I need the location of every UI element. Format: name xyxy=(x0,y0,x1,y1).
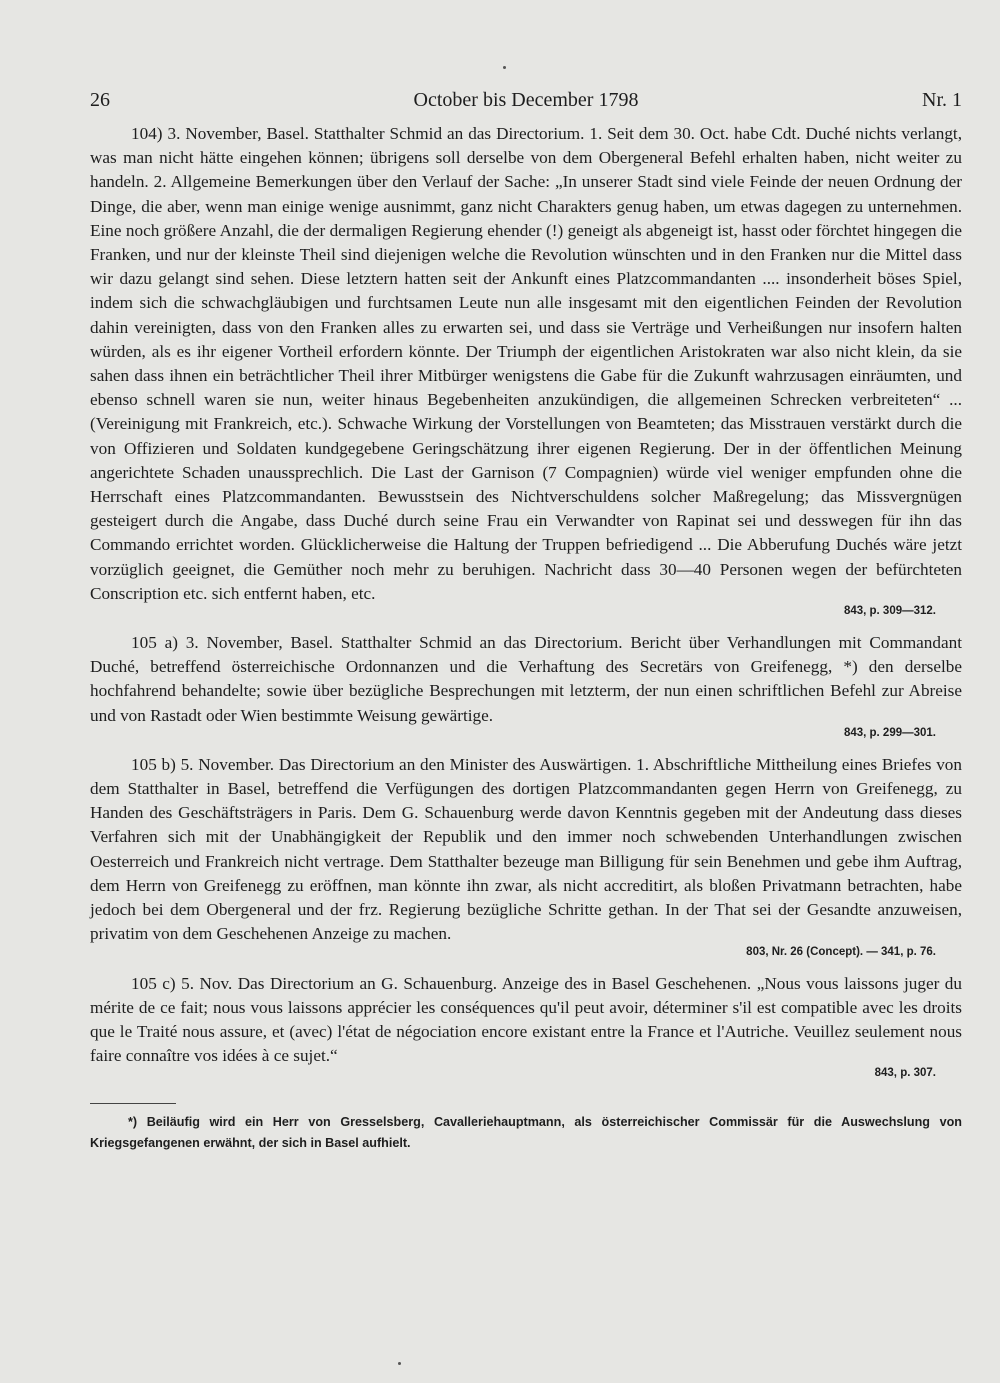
entry-104 xyxy=(90,122,962,619)
volume-number: Nr. 1 xyxy=(922,89,962,111)
entry-text: 105 a) 3. November, Basel. Statthalter Schmid an das Directorium. Bericht über Verhandlungen mit Commandant Duché, betreffend österreichische Ordonnanzen und die Verhaftung des Secretärs von Greifenegg, *) den derselbe hochfahrend behandelte; sowie über bezügliche Besprechungen mit letzterm, der nun einen schriftlichen Befehl zur Abreise und von Rastadt oder Wien bestimmte Weisung gewärtige. xyxy=(90,633,962,725)
paper-speck xyxy=(398,1362,401,1365)
running-header xyxy=(90,86,962,114)
entry-text: 105 c) 5. Nov. Das Directorium an G. Schauenburg. Anzeige des in Basel Geschehenen. „Nous vous laissons juger du mérite de ce fait; nous vous laissons apprécier les conséquences qu'il peut avoir, déterminer s'il est compatible avec les droits que le Traité nous assure, et (avec) l'état de négociation encore existant entre la France et l'Autriche. Veuillez seulement nous faire connaître vos idées à ce sujet.“ xyxy=(90,973,962,1066)
footnote-text: *) Beiläufig wird ein Herr von Gresselsberg, Cavalleriehauptmann, als österreichischer Commissär für die Auswechslung von Kriegsgefangenen erwähnt, der sich in Basel aufhielt. xyxy=(90,1115,962,1150)
entry-105c xyxy=(90,972,962,1082)
page-title: October bis December 1798 xyxy=(413,89,639,111)
main-text xyxy=(90,122,962,1093)
paper-speck xyxy=(503,66,506,69)
entry-105b xyxy=(90,753,962,960)
entry-citation: 803, Nr. 26 (Concept). — 341, p. 76. xyxy=(746,945,936,958)
entry-citation: 843, p. 307. xyxy=(874,1067,936,1080)
entry-105a xyxy=(90,631,962,741)
entry-citation: 843, p. 309—312. xyxy=(843,605,936,618)
entry-citation: 843, p. 299—301. xyxy=(843,726,936,739)
page-number: 26 xyxy=(90,89,110,111)
entry-text: 105 b) 5. November. Das Directorium an den Minister des Auswärtigen. 1. Abschriftliche Mittheilung eines Briefes von dem Statthalter in Basel, betreffend die Verfügungen des dortigen Platzcommandanten gegen Herrn von Greifenegg, zu Handen des Geschäftsträgers in Paris. Dem G. Schauenburg werde davon Kenntnis gegeben mit der Andeutung dass dieses Verfahren sich mit der Unabhängigkeit der Republik und den immer noch schwebenden Unterhandlungen zwischen Oesterreich und Frankreich nicht vertrage. Dem Statthalter bezeuge man Billigung für sein Benehmen und gebe ihm Auftrag, dem Herrn von Greifenegg zu eröffnen, man könnte ihn zwar, als nicht accreditirt, als bloßen Privatmann betrachten, habe jedoch bei dem Obergeneral und der frz. Regierung bezügliche Schritte gethan. In der That sei der Gesandte anzuweisen, privatim von dem Geschehenen Anzeige zu machen. xyxy=(90,754,962,944)
footnote xyxy=(90,1112,962,1154)
footnote-divider xyxy=(90,1103,176,1104)
entry-text: 104) 3. November, Basel. Statthalter Schmid an das Directorium. 1. Seit dem 30. Oct. habe Cdt. Duché nichts verlangt, was man nicht hätte eingehen können; übrigens soll derselbe von dem Obergeneral Befehl erhalten haben, nicht weiter zu handeln. 2. Allgemeine Bemerkungen über den Verlauf der Sache: „In unserer Stadt sind viele Feinde der neuen Ordnung der Dinge, die aber, wenn man einige wenige ausnimmt, ganz nicht Charakters genug haben, um etwas dagegen zu unternehmen. Eine noch größere Anzahl, die der dermaligen Regierung ehender (!) geneigt als abgeneigt ist, hasst oder förchtet hingegen die Franken, und nur der kleinste Theil sind diejenigen welche die Revolution wünschten und in den Franken nur die Mittel dass wir dazu gelangt sind sehen. Diese letztern hatten seit der Ankunft eines Platzcommandanten .... insonderheit böses Spiel, indem sich die schwachgläubigen und furchtsamen Leute nun alle insgesamt mit den eigentlichen Feinden der Revolution dahin vereinigten, dass von den Franken alles zu erwarten sei, und dass sie Verträge und Verheißungen nur insofern halten würden, als es ihr eigener Vortheil erfordern könnte. Der Triumph der eigentlichen Aristokraten war also nicht klein, da sie sahen dass ihnen ein beträchtlicher Theil ihrer Mitbürger wenigstens die Gabe für die Zukunft wahrzusagen einräumten, und ebenso schnell waren sie nun, weiter hinaus Begebenheiten anzukündigen, die allgemeinen Schrecken verbreiteten“ ... (Vereinigung mit Frankreich, etc.). Schwache Wirkung der Vorstellungen von Beamteten; das Misstrauen verstärkt durch die von Offizieren und Soldaten kundgegebene Geringschätzung ihrer eigenen Regierung. Der in der öffentlichen Meinung angerichtete Schaden unaussprechlich. Die Last der Garnison (7 Compagnien) würde viel weniger empfunden ohne die Herrschaft eines Platzcommandanten. Bewusstsein des Nichtverschuldens solcher Maßregelung; das Missvergnügen gesteigert durch die Angabe, dass Duché durch seine Frau ein Verwandter von Rapinat sei und desswegen für ihn das Commando errichtet worden. Glücklicherweise die Haltung der Truppen befriedigend ... Die Abberufung Duchés wäre jetzt vorzüglich geeignet, die Gemüther noch mehr zu beruhigen. Nachricht dass 30—40 Personen wegen der befürchteten Conscription etc. sich entfernt haben, etc. xyxy=(90,124,962,603)
